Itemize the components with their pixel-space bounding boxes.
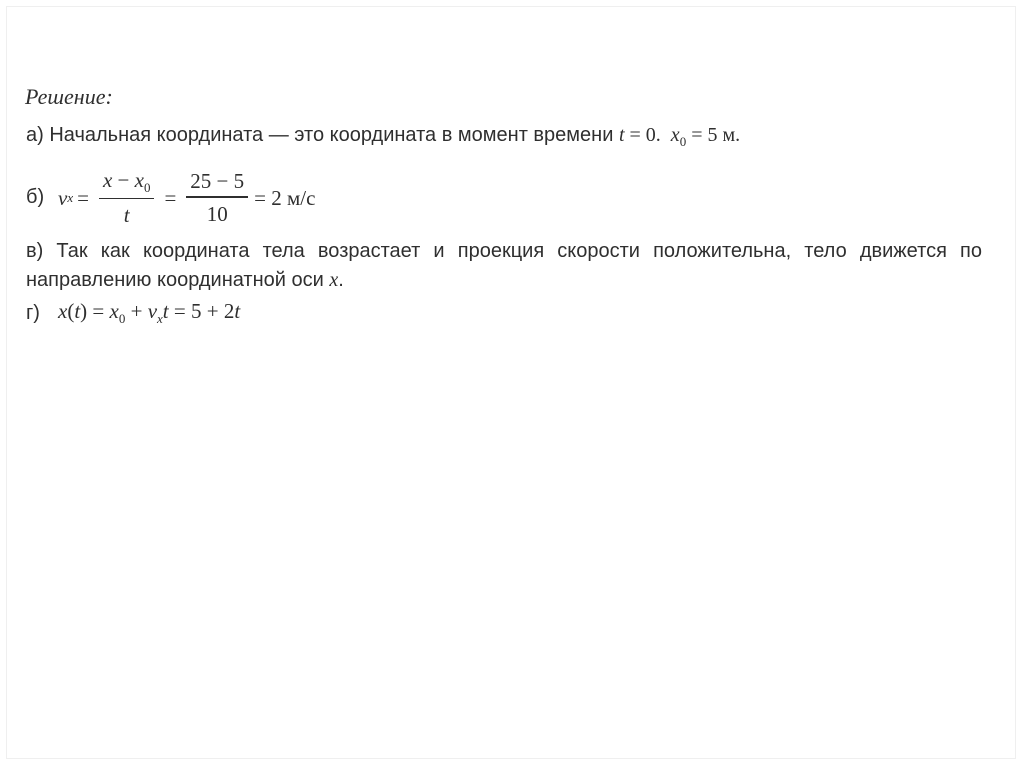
slide-border <box>6 6 1016 759</box>
x-subscript: 0 <box>679 134 687 149</box>
solution-heading: Решение: <box>25 84 113 109</box>
fraction-numeric <box>186 169 248 227</box>
t-variable: t <box>618 124 625 146</box>
item-a <box>26 124 740 150</box>
equals-sign: = <box>164 185 177 210</box>
t-equals: = 0. <box>629 124 661 146</box>
paren-open: ( <box>67 299 75 323</box>
plus-sign: + <box>130 299 143 323</box>
t-final: t <box>234 299 241 323</box>
item-d-formula <box>58 299 240 327</box>
item-c <box>26 237 982 295</box>
fraction-numeric-denominator: 10 <box>206 201 228 226</box>
item-a-text: а) Начальная координата — это координата в момент времени <box>26 124 614 146</box>
x0-variable: x <box>109 299 119 323</box>
fraction-symbolic-denominator: t <box>123 203 130 228</box>
t-arg: t <box>74 299 81 323</box>
equals-sign: = <box>92 299 105 323</box>
fraction-symbolic <box>99 168 155 229</box>
fraction-symbolic-numerator <box>99 168 155 198</box>
vx-subscript: x <box>157 311 163 326</box>
t-multiplier: t <box>162 299 169 323</box>
x-of-t: x <box>58 299 68 323</box>
numerator-x0: x <box>134 167 144 192</box>
numerator-x: x <box>102 167 113 192</box>
numerator-minus: − <box>117 167 130 192</box>
x-variable: x <box>670 124 680 146</box>
item-b-label: б) <box>26 186 45 208</box>
v-subscript: x <box>67 190 74 205</box>
vx-variable: v <box>147 299 158 323</box>
item-a-formula <box>618 124 741 149</box>
item-c-text: в) Так как координата тела возрастает и проекция скорости положительна, тело движется по направлению координатной оси <box>26 240 982 291</box>
velocity-result: = 2 м/с <box>254 185 316 210</box>
numerator-x0-subscript: 0 <box>143 179 151 195</box>
item-c-end: . <box>338 269 344 291</box>
axis-variable: x <box>329 269 339 291</box>
x0-subscript: 0 <box>118 311 126 326</box>
item-d-label: г) <box>26 302 40 324</box>
x-equals: = 5 м. <box>691 124 741 146</box>
paren-close: ) <box>80 299 88 323</box>
numeric-rhs: = 5 + 2 <box>173 299 235 323</box>
equals-sign: = <box>77 185 89 210</box>
item-b-formula <box>58 163 315 233</box>
fraction-numeric-numerator: 25 − 5 <box>190 169 245 194</box>
v-variable: v <box>58 185 68 210</box>
